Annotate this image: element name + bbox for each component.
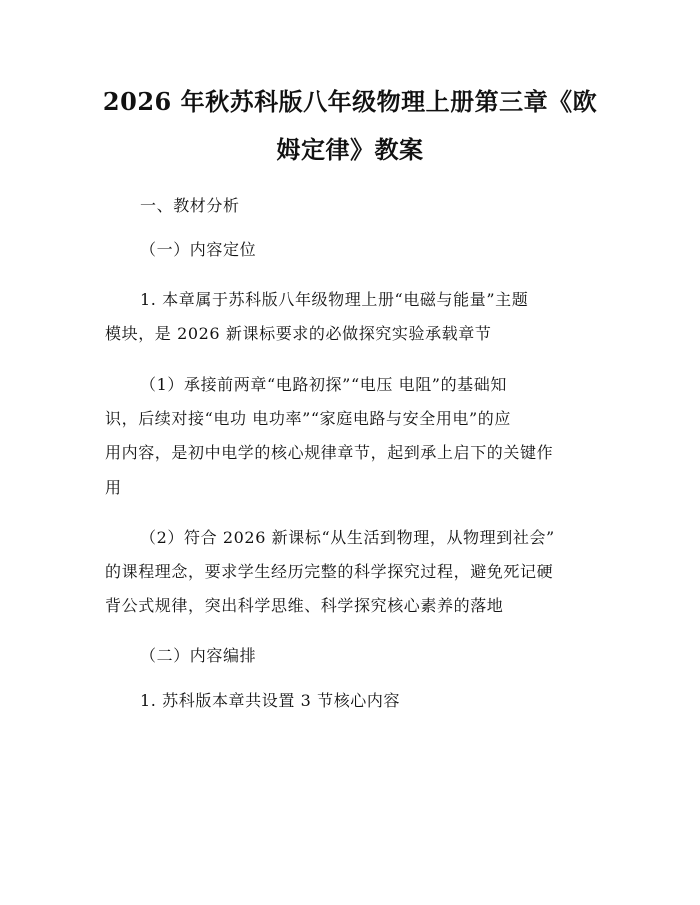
item-1-line-1: 1. 本章属于苏科版八年级物理上册“电磁与能量”主题 [140, 290, 529, 309]
item-2-line-1: 1. 苏科版本章共设置 3 节核心内容 [140, 691, 401, 710]
section-1-heading: 一、教材分析 [140, 196, 240, 215]
sub-item-2-line-3: 背公式规律，突出科学思维、科学探究核心素养的落地 [105, 596, 504, 615]
subsection-1-heading: （一）内容定位 [140, 240, 257, 259]
sub-item-1-line-4: 用 [105, 478, 122, 497]
sub-item-1-line-1: （1）承接前两章“电路初探”“电压 电阻”的基础知 [140, 375, 507, 394]
sub-item-1-line-3: 用内容，是初中电学的核心规律章节，起到承上启下的关键作 [105, 443, 554, 462]
document-title-line-1: 2026 年秋苏科版八年级物理上册第三章《欧 [102, 87, 598, 116]
item-1-line-2: 模块，是 2026 新课标要求的必做探究实验承载章节 [105, 324, 492, 343]
sub-item-2-line-1: （2）符合 2026 新课标“从生活到物理，从物理到社会” [140, 528, 555, 547]
subsection-2-heading: （二）内容编排 [140, 646, 257, 665]
sub-item-1-line-2: 识，后续对接“电功 电功率”“家庭电路与安全用电”的应 [105, 409, 512, 428]
document-title-line-2: 姆定律》教案 [276, 135, 424, 164]
sub-item-2-line-2: 的课程理念，要求学生经历完整的科学探究过程，避免死记硬 [105, 562, 554, 581]
